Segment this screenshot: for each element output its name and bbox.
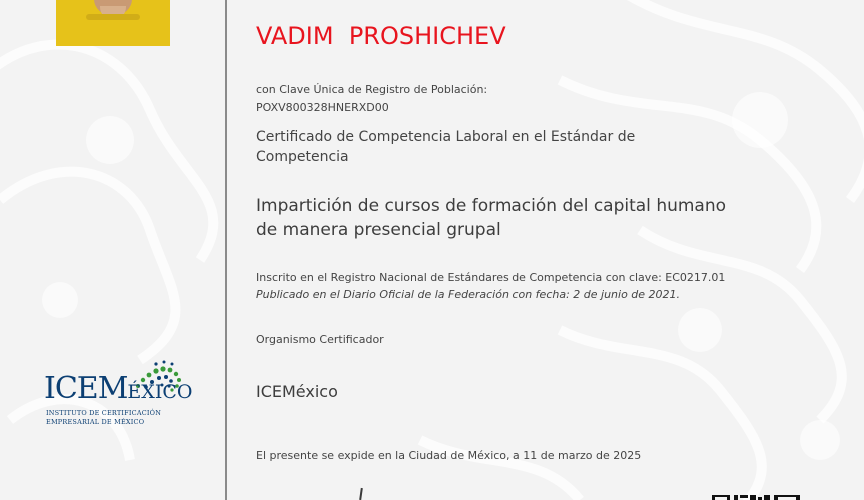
left-column (0, 0, 226, 500)
org-label: Organismo Certificador (256, 333, 384, 346)
person-photo (56, 0, 170, 46)
certificate-title: Certificado de Competencia Laboral en el Estándar de Competencia (256, 129, 636, 165)
publication-line: Publicado en el Diario Oficial de la Federación con fecha: 2 de junio de 2021. (256, 288, 681, 301)
registry-line: Inscrito en el Registro Nacional de Estándares de Competencia con clave: EC0217.01 (256, 271, 726, 284)
vertical-divider (225, 0, 227, 500)
icemexico-logo (44, 360, 194, 432)
org-name: ICEMéxico (256, 382, 338, 401)
curp-label: con Clave Única de Registro de Población: (256, 83, 488, 96)
holder-name: VADIM PROSHICHEV (256, 22, 506, 50)
issue-statement: El presente se expide en la Ciudad de México, a 11 de marzo de 2025 (256, 449, 642, 462)
logo-wordmark: ICEMÉXICO (44, 371, 193, 406)
logo-subtitle: INSTITUTO DE CERTIFICACIÓN EMPRESARIAL DE MÉXICO (46, 409, 162, 426)
qr-code-icon (712, 494, 800, 500)
competency-standard: Impartición de cursos de formación del capital humano de manera presencial grupal (256, 196, 727, 240)
curp-value: POXV800328HNERXD00 (256, 101, 389, 114)
